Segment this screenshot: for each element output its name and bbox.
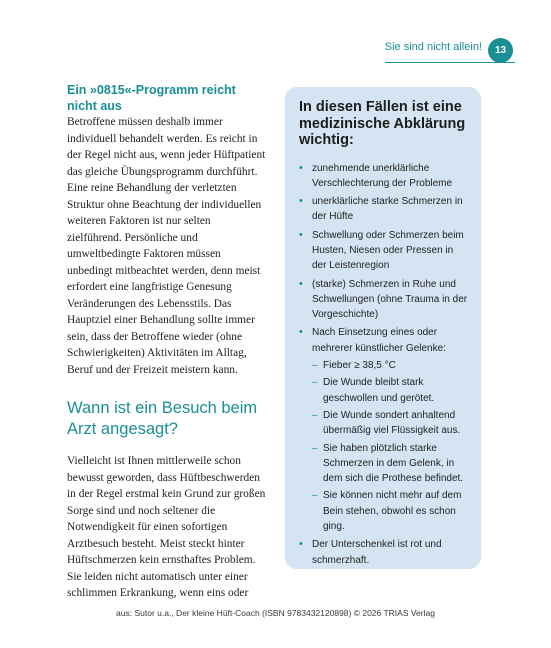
list-item bbox=[299, 194, 469, 225]
bullet-icon: • bbox=[299, 277, 303, 290]
sub-list-item-text: Die Wunde bleibt stark geschwollen und gerötet. bbox=[323, 377, 435, 404]
running-head: Sie sind nicht allein! bbox=[384, 41, 482, 53]
list-item-text: unerklärliche starke Schmerzen in der Hüfte bbox=[312, 196, 463, 223]
dash-icon: – bbox=[312, 490, 318, 502]
footer-citation: aus: Sutor u.a., Der kleine Hüft-Coach (ISBN 9783432120898) © 2026 TRIAS Verlag bbox=[116, 608, 435, 618]
list-item bbox=[299, 161, 469, 192]
sub-list-item-text: Die Wunde sondert anhaltend übermäßig viel Flüssigkeit aus. bbox=[323, 409, 461, 437]
sub-list-item bbox=[312, 358, 469, 373]
dash-icon: – bbox=[312, 360, 318, 372]
sub-list-item bbox=[312, 441, 469, 487]
list-item bbox=[299, 537, 469, 568]
sub-list-item-text: Fieber ≥ 38,5 °C bbox=[323, 360, 396, 372]
sub-list-item bbox=[312, 408, 469, 439]
bullet-icon: • bbox=[299, 228, 303, 241]
bullet-icon: • bbox=[299, 326, 303, 339]
bullet-icon: • bbox=[299, 538, 303, 551]
paragraph: Betroffene müssen deshalb immer individuell behandelt werden. Es reicht in der Regel nicht aus, wenn jeder Hüftpatient das gleiche Übungsprogramm durchführt. Eine reine Behandlung der verletzten Struktur ohne Beachtung der individuellen weiteren Faktoren ist nur selten zielführend. Persönliche und umweltbedingte Faktoren müssen unbedingt mitbeachtet werden, denn meist erfordert eine langfristige Genesung Veränderungen des Lebensstils. Das Hauptziel einer Behandlung sollte immer sein, dass der Betroffene wieder (ohne Schwierigkeiten) Aktivitäten im Alltag, Beruf und der Freizeit meistern kann. bbox=[67, 116, 266, 376]
sub-list-item bbox=[312, 375, 469, 406]
list-item-text: Schwellung oder Schmerzen beim Husten, Niesen oder Pressen in der Leistenregion bbox=[312, 229, 464, 272]
info-box-title: In diesen Fällen ist eine medizinische Abklärung wichtig: bbox=[299, 99, 466, 148]
dash-icon: – bbox=[312, 409, 318, 421]
subheading: Ein »0815«-Programm reicht nicht aus bbox=[67, 83, 236, 113]
list-item bbox=[299, 228, 469, 274]
bullet-icon: • bbox=[299, 161, 303, 174]
sub-list-item-text: Sie können nicht mehr auf dem Bein stehen, obwohl es schon ging. bbox=[323, 490, 462, 533]
list-item-text: (starke) Schmerzen in Ruhe und Schwellungen (ohne Trauma in der Vorgeschichte) bbox=[312, 278, 468, 321]
sub-list bbox=[312, 358, 469, 534]
list-item-text: zunehmende unerklärliche Verschlechterung der Probleme bbox=[312, 162, 453, 189]
paragraph: Sie leiden nicht automatisch unter einer schlimmen Erkrankung, wenn eins oder bbox=[67, 570, 249, 599]
paragraph: Vielleicht ist Ihnen mittlerweile schon bewusst geworden, dass Hüftbeschwerden in der Regel erstmal kein Grund zur großen Sorge sind und noch seltener die Notwendigkeit für einen sofortigen Arztbesuch besteht. Meist steckt hinter Hüftschmerzen kein ernsthaftes Problem. bbox=[67, 455, 266, 566]
info-box bbox=[285, 87, 481, 569]
section-title: Wann ist ein Besuch beim Arzt angesagt? bbox=[67, 399, 258, 438]
left-column bbox=[67, 82, 267, 602]
list-item bbox=[299, 277, 469, 323]
sub-list-item-text: Sie haben plötzlich starke Schmerzen in dem Gelenk, in dem sich die Prothese befindet. bbox=[323, 442, 464, 485]
list-item-text: Nach Einsetzung eines oder mehrerer künstlicher Gelenke: bbox=[312, 327, 446, 354]
sub-list-item bbox=[312, 488, 469, 534]
info-box-list bbox=[299, 161, 469, 568]
dash-icon: – bbox=[312, 442, 318, 454]
list-item-text: Der Unterschenkel ist rot und schmerzhaft. bbox=[312, 539, 442, 566]
dash-icon: – bbox=[312, 377, 318, 389]
page-number-badge: 13 bbox=[488, 38, 513, 63]
list-item bbox=[299, 325, 469, 534]
bullet-icon: • bbox=[299, 195, 303, 208]
